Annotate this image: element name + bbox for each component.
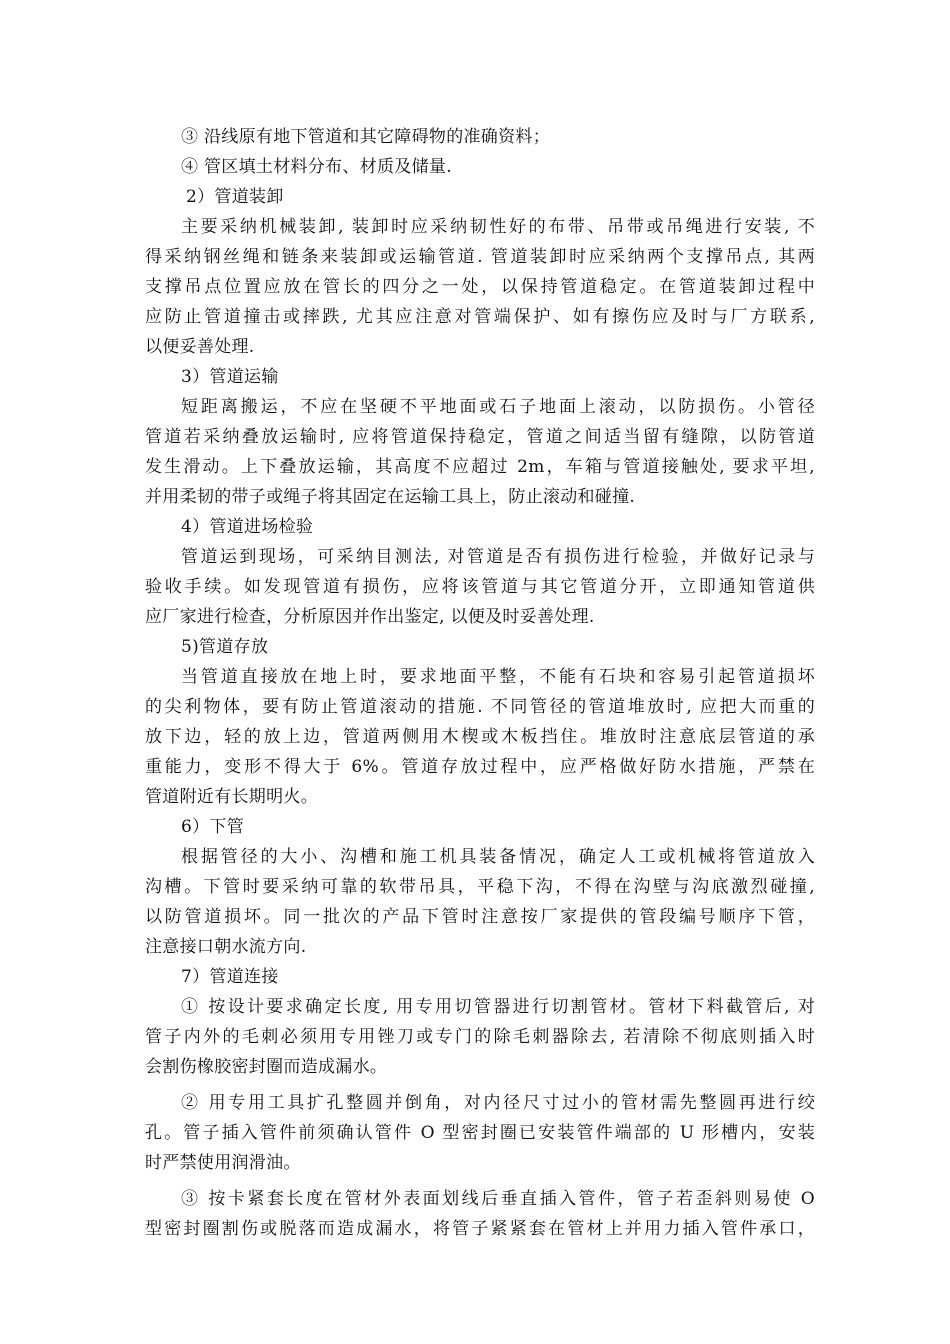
text-line: 得采纳钢丝绳和链条来装卸或运输管道. 管道装卸时应采纳两个支撑吊点, 其两: [145, 247, 815, 267]
text-line: ③ 按卡紧套长度在管材外表面划线后垂直插入管件，管子若歪斜则易使 O: [181, 1189, 815, 1209]
heading-lowering-pipe: 6）下管: [181, 817, 245, 837]
text-line: 应防止管道撞击或摔跌, 尤其应注意对管端保护、如有擦伤应及时与厂方联系,: [145, 307, 815, 327]
text-line: ① 按设计要求确定长度, 用专用切管器进行切割管材。管材下料截管后, 对: [181, 997, 815, 1017]
paragraph-connection-step-2: [145, 1088, 815, 1178]
text-line: 并用柔韧的带子或绳子将其固定在运输工具上，防止滚动和碰撞.: [145, 487, 636, 507]
text-line: 管道若采纳叠放运输时, 应将管道保持稳定，管道之间适当留有缝隙，以防管道: [145, 427, 815, 447]
paragraph-pipe-storage: [145, 662, 815, 812]
text-line: ② 用专用工具扩孔整圆并倒角，对内径尺寸过小的管材需先整圆再进行绞: [181, 1093, 815, 1113]
paragraph-connection-step-3: [145, 1184, 815, 1244]
text-line: 放下边，轻的放上边，管道两侧用木楔或木板挡住。堆放时注意底层管道的承: [145, 727, 815, 747]
text-line: 以防管道损坏。同一批次的产品下管时注意按厂家提供的管段编号顺序下管，: [145, 907, 815, 927]
text-line: 以便妥善处理.: [145, 337, 255, 357]
heading-pipe-connection: 7）管道连接: [181, 967, 279, 987]
text-line: 应厂家进行检查，分析原因并作出鉴定, 以便及时妥善处理.: [145, 607, 595, 627]
text-line: 管道运到现场，可采纳目测法, 对管道是否有损伤进行检验，并做好记录与: [181, 547, 815, 567]
item-3-line: ③ 沿线原有地下管道和其它障碍物的准确资料；: [181, 127, 551, 147]
heading-pipe-storage: 5)管道存放: [181, 637, 269, 657]
paragraph-pipe-inspection: [145, 542, 815, 632]
text-line: 注意接口朝水流方向.: [145, 937, 307, 957]
text-line: 型密封圈割伤或脱落而造成漏水，将管子紧紧套在管材上并用力插入管件承口，: [145, 1219, 815, 1239]
heading-pipe-inspection: 4）管道进场检验: [181, 517, 314, 537]
text-line: 发生滑动。上下叠放运输，其高度不应超过 2m，车箱与管道接触处, 要求平坦,: [145, 457, 815, 477]
heading-pipe-transport: 3）管道运输: [181, 367, 279, 387]
paragraph-pipe-handling: [145, 212, 815, 362]
text-line: 短距离搬运，不应在坚硬不平地面或石子地面上滚动，以防损伤。小管径: [181, 397, 815, 417]
text-line: 时严禁使用润滑油。: [145, 1153, 301, 1173]
text-line: 会割伤橡胶密封圈而造成漏水。: [145, 1057, 388, 1077]
item-4-line: ④ 管区填土材料分布、材质及储量.: [181, 157, 452, 177]
text-line: 沟槽。下管时要采纳可靠的软带吊具，平稳下沟，不得在沟壁与沟底激烈碰撞,: [145, 877, 815, 897]
text-line: 当管道直接放在地上时，要求地面平整，不能有石块和容易引起管道损坏: [181, 667, 815, 687]
paragraph-connection-step-1: [145, 992, 815, 1082]
paragraph-lowering-pipe: [145, 842, 815, 962]
text-line: 支撑吊点位置应放在管长的四分之一处，以保持管道稳定。在管道装卸过程中: [145, 277, 815, 297]
text-line: 孔。管子插入管件前须确认管件 O 型密封圈已安装管件端部的 U 形槽内，安装: [145, 1123, 815, 1143]
paragraph-pipe-transport: [145, 392, 815, 512]
text-line: 的尖利物体，要有防止管道滚动的措施. 不同管径的管道堆放时, 应把大而重的: [145, 697, 815, 717]
heading-pipe-handling: 2）管道装卸: [186, 187, 284, 207]
text-line: 根据管径的大小、沟槽和施工机具装备情况，确定人工或机械将管道放入: [181, 847, 815, 867]
text-line: 管子内外的毛刺必须用专用锉刀或专门的除毛刺器除去, 若清除不彻底则插入时: [145, 1027, 815, 1047]
text-line: 验收手续。如发现管道有损伤，应将该管道与其它管道分开，立即通知管道供: [145, 577, 815, 597]
text-line: 主要采纳机械装卸, 装卸时应采纳韧性好的布带、吊带或吊绳进行安装, 不: [181, 217, 815, 237]
text-line: 重能力，变形不得大于 6%。管道存放过程中，应严格做好防水措施，严禁在: [145, 757, 815, 777]
text-line: 管道附近有长期明火。: [145, 787, 318, 807]
